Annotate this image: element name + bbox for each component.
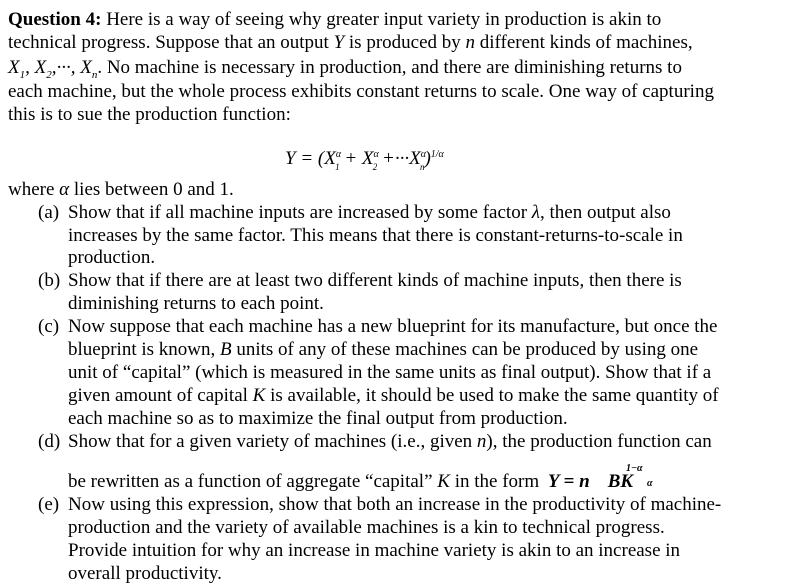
question-heading: Question 4: [8, 9, 102, 30]
part-c-line-1: Now suppose that each machine has a new blueprint for its manufacture, but once the [68, 316, 718, 337]
part-e-line-4: overall productivity. [68, 563, 222, 584]
part-c-line-3: unit of “capital” (which is measured in the same units as final output). Show that if a [68, 362, 712, 383]
machine-list: $X_1$, $X_2,\cdot\cdot\cdot$, $X_n$ [8, 57, 98, 81]
part-b-line-2: diminishing returns to each point. [68, 293, 324, 314]
part-d-formula-exponent-denominator: α [647, 478, 653, 489]
part-b-line-1: Show that if there are at least two different kinds of machine inputs, then there is [68, 270, 682, 291]
part-d-formula: Y = n BK [547, 471, 634, 492]
part-e-line-3: Provide intuition for why an increase in machine variety is akin to an increase in [68, 540, 681, 561]
part-c-line-4: given amount of capital K is available, it should be used to make the same quantity of [68, 385, 719, 406]
intro-line-4: each machine, but the whole process exhibits constant returns to scale. One way of capturing [8, 81, 714, 102]
part-d-line-2: be rewritten as a function of aggregate “capital” K in the form Y = n BK [68, 471, 634, 492]
intro-line-5: this is to sue the production function: [8, 104, 291, 125]
part-c-line-2: blueprint is known, B units of any of these machines can be produced by using one [68, 339, 699, 360]
part-e-line-1: Now using this expression, show that both an increase in the productivity of machine- [68, 494, 722, 515]
part-c-line-5: each machine so as to maximize the final output from production. [68, 408, 568, 429]
part-d-label: (d) [38, 431, 61, 452]
intro-line-2: technical progress. Suppose that an output Y is produced by n different kinds of machines, [8, 32, 693, 53]
part-c-label: (c) [38, 316, 60, 337]
part-a-line-1: Show that if all machine inputs are increased by some factor λ, then output also [68, 202, 671, 223]
intro-line-3: $X_1$, $X_2,\cdot\cdot\cdot$, $X_n$. No machine is necessary in production, and there are diminishing returns to [8, 57, 682, 81]
part-a-line-2: increases by the same factor. This means that there is constant-returns-to-scale in [68, 225, 683, 246]
part-b-label: (b) [38, 270, 61, 291]
part-a-line-3: production. [68, 247, 156, 268]
part-a-label: (a) [38, 202, 60, 223]
part-d-formula-exponent: 1−α [626, 463, 643, 474]
intro-line-1: Question 4: Here is a way of seeing why greater input variety in production is akin to [8, 9, 662, 30]
part-d-line-1: Show that for a given variety of machines (i.e., given n), the production function can [68, 431, 712, 452]
part-e-line-2: production and the variety of available machines is a kin to technical progress. [68, 517, 665, 538]
part-e-label: (e) [38, 494, 60, 515]
production-function-equation: $Y = (X^\alpha_1 + X^\alpha_2 +\cdot\cdot\cdot X^\alpha_n)^{1/\alpha}$ [285, 148, 444, 172]
alpha-range-line: where α lies between 0 and 1. [8, 179, 234, 200]
